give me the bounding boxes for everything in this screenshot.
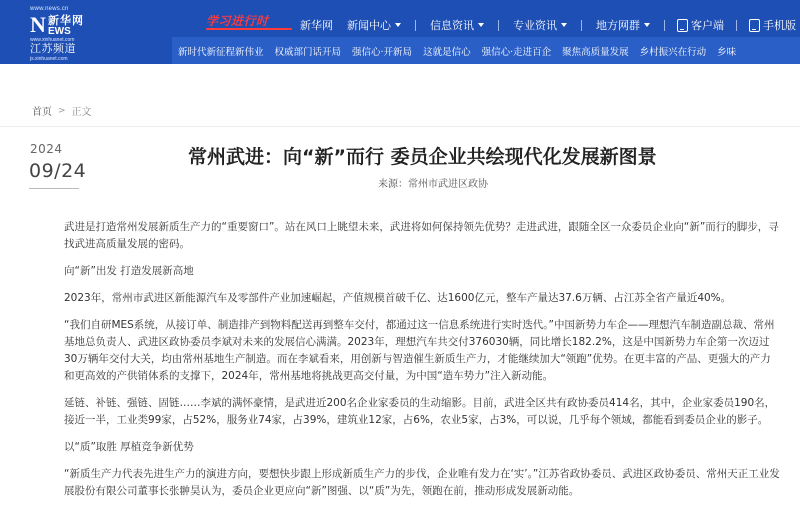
article-paragraph: “新质生产力代表先进生产力的演进方向，要想快步跟上形成新质生产力的步伐，企业唯有发力在‘实’。”江苏省政协委员、武进区政协委员、常州天正工业发展股份有限公司董事长张翀昊认为，委员企业更应向“新”图强、以“质”为先，领跑在前，推动形成发展新动能。 (64, 468, 780, 497)
nav-app-client[interactable] (677, 15, 724, 35)
sub-nav (172, 37, 800, 64)
logo-mark-ews: EWS (48, 26, 71, 37)
mobile-icon (749, 19, 760, 32)
nav-divider (581, 20, 582, 31)
subnav-item[interactable]: 乡味 (717, 46, 737, 58)
chevron-down-icon (644, 23, 650, 27)
nav-mobile[interactable] (749, 15, 796, 35)
nav-label: 手机版 (763, 19, 796, 32)
publish-year: 2024 (30, 142, 63, 156)
channel-name: 江苏频道 (30, 42, 76, 55)
nav-divider (664, 20, 665, 31)
article-paragraph: “我们自研MES系统，从接订单、制造排产到物料配送再到整车交付，都通过这一信息系统进行实时迭代。”中国新势力车企——理想汽车制造副总裁、常州基地总负责人、武进区政协委员李斌对未来的发展信心满满。2023年，理想汽车共交付376030辆，同比增长182.2%，这是中国新势力车企第一次迈过30万辆年交付大关，均由常州基地生产制造。而在李斌看来，用创新与智造催生新质生产力，才能继续加大“领跑”优势。在更丰富的产品、更强大的产力和更高效的产供销体系的支撑下，2024年，常州基地将挑战更高交付量，为中国“造车势力”注入新动能。 (64, 319, 775, 382)
slogan-underline (206, 28, 292, 30)
nav-xinhuanet[interactable] (300, 15, 333, 35)
nav-divider (498, 20, 499, 31)
subnav-item[interactable]: 强信心·开新局 (352, 46, 413, 58)
nav-pro-info[interactable] (513, 15, 567, 35)
subnav-item[interactable]: 这就是信心 (423, 46, 471, 58)
article-title: 常州武进：向“新”而行 委员企业共绘现代化发展新图景 (188, 146, 657, 168)
nav-label: 地方网群 (596, 19, 640, 32)
nav-label: 新华网 (300, 19, 333, 32)
breadcrumb-separator: > (58, 105, 66, 116)
chevron-down-icon (561, 23, 567, 27)
breadcrumb-home[interactable]: 首页 (32, 107, 52, 118)
channel-url: js.xinhuanet.com (30, 56, 68, 62)
article-paragraph: 武进是打造常州发展新质生产力的“重要窗口”。站在风口上眺望未来，武进将如何保持领先优势？走进武进，跟随全区一众委员企业向“新”而行的脚步，寻找武进高质量发展的密码。 (64, 221, 779, 250)
article-paragraph: 2023年，常州市武进区新能源汽车及零部件产业加速崛起，产值规模首破千亿、达1600亿元，整车产量达37.6万辆、占江苏全省产量近40%。 (64, 292, 732, 304)
nav-label: 新闻中心 (347, 19, 391, 32)
slogan-text: 学习进行时 (206, 14, 269, 28)
breadcrumb (32, 103, 92, 118)
nav-info[interactable] (430, 15, 484, 35)
nav-divider (415, 20, 416, 31)
nav-label: 专业资讯 (513, 19, 557, 32)
subnav-item[interactable]: 权威部门话开局 (274, 46, 342, 58)
site-logo[interactable] (30, 6, 105, 60)
subnav-item[interactable]: 乡村振兴在行动 (639, 46, 707, 58)
logo-url: www.news.cn (30, 6, 69, 12)
phone-icon (677, 19, 688, 32)
chevron-down-icon (395, 23, 401, 27)
logo-url-small: www.xinhuanet.com (30, 37, 75, 43)
article-paragraph: 延链、补链、强链、固链……李斌的满怀豪情，是武进近200名企业家委员的生动缩影。目前，武进全区共有政协委员414名，其中，企业家委员190名，接近一半，工业类99家，占52%，服务业74家，占39%，建筑业12家，占6%，农业5家，占3%，可以说，几乎每个领域，都能看到委员企业的影子。 (64, 397, 776, 426)
nav-local-sites[interactable] (596, 15, 650, 35)
article-subheading: 以“质”取胜 厚植竞争新优势 (64, 441, 194, 453)
publish-date: 09/24 (29, 160, 87, 182)
article-body (64, 219, 780, 510)
nav-label: 信息资讯 (430, 19, 474, 32)
chevron-down-icon (478, 23, 484, 27)
logo-mark-cn: 新华网 (48, 14, 84, 27)
subnav-item[interactable]: 强信心·走进百企 (481, 46, 552, 58)
divider (0, 126, 800, 127)
breadcrumb-current: 正文 (71, 107, 92, 118)
site-header (0, 0, 800, 64)
nav-label: 客户端 (691, 19, 724, 32)
date-divider (29, 188, 79, 189)
article-source: 来源：常州市武进区政协 (378, 179, 488, 190)
subnav-item[interactable]: 聚焦高质量发展 (562, 46, 629, 58)
slogan-banner[interactable] (206, 10, 292, 30)
top-nav (300, 15, 796, 35)
article-subheading: 向“新”出发 打造发展新高地 (64, 265, 194, 277)
nav-divider (736, 20, 737, 31)
nav-news-center[interactable] (347, 15, 401, 35)
subnav-item[interactable]: 新时代新征程新伟业 (178, 46, 264, 58)
logo-mark-n: N (30, 12, 46, 37)
